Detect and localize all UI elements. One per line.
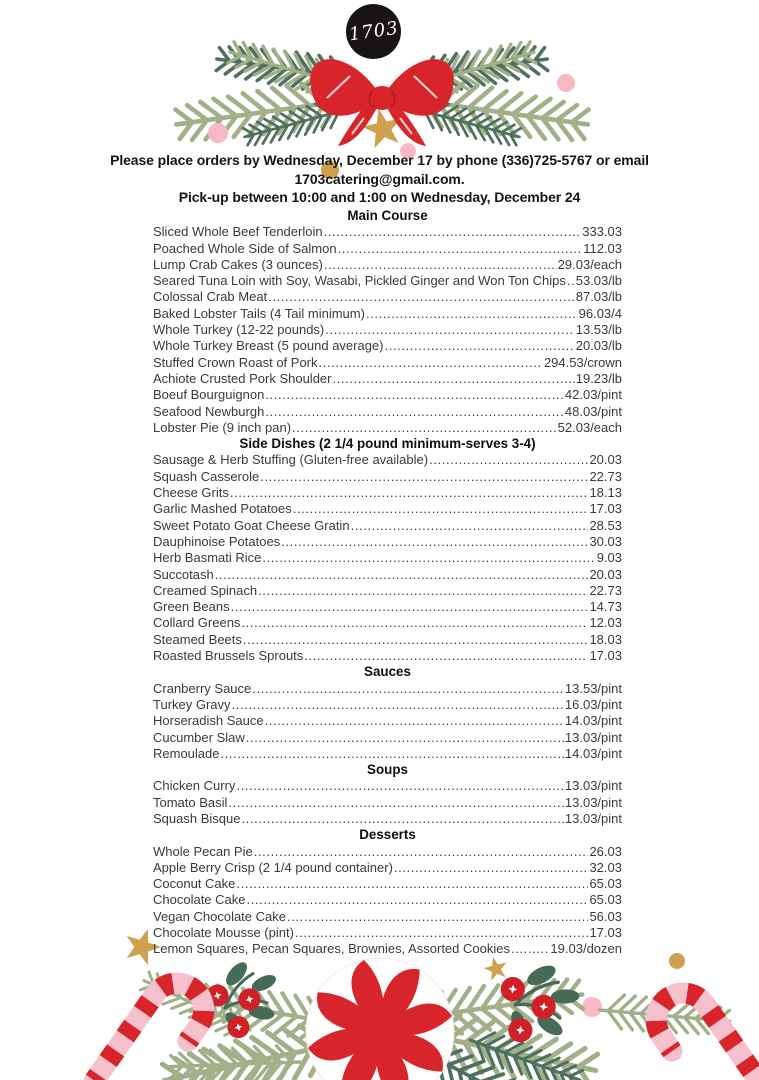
item-price: 32.03 (589, 859, 622, 875)
item-price: 20.03 (589, 452, 622, 468)
menu-item-row (153, 404, 622, 420)
dotted-leader (394, 860, 589, 876)
dotted-leader (295, 925, 589, 941)
item-price: 22.73 (589, 582, 622, 598)
dotted-leader (281, 534, 588, 550)
dotted-leader (258, 583, 588, 599)
dotted-leader (230, 485, 589, 501)
dotted-leader (324, 224, 582, 240)
item-price: 13.03/pint (564, 729, 622, 745)
item-price: 29.03/each (557, 256, 622, 272)
pink-dot (208, 123, 228, 143)
item-name: Poached Whole Side of Salmon (153, 240, 337, 256)
item-price: 14.73 (589, 599, 622, 615)
menu-item-row (153, 387, 622, 403)
item-name: Cranberry Sauce (153, 680, 252, 696)
section-heading: Desserts (359, 827, 416, 843)
dotted-leader (262, 550, 595, 566)
dotted-leader (366, 306, 578, 322)
menu-item-row (153, 224, 622, 240)
item-name: Chocolate Mousse (pint) (153, 925, 294, 941)
dotted-leader (241, 811, 563, 827)
menu-item-row (153, 355, 622, 371)
menu-item-row (153, 811, 622, 827)
gold-star-icon (482, 954, 510, 981)
item-name: Lobster Pie (9 inch pan) (153, 419, 292, 435)
item-price: 13.03/pint (564, 810, 622, 826)
item-price: 53.03/lb (575, 273, 622, 289)
dotted-leader (228, 795, 563, 811)
menu-item-row (153, 306, 622, 322)
menu-item-row (153, 713, 622, 729)
item-price: 17.03 (589, 648, 622, 664)
menu-item-row (153, 860, 622, 876)
dotted-leader (247, 892, 589, 908)
order-line-1: Please place orders by Wednesday, December 17 by phone (336)725-5767 or email (110, 152, 649, 168)
dotted-leader (287, 909, 588, 925)
section-heading: Soups (367, 762, 408, 778)
section-heading: Main Course (347, 208, 428, 223)
item-price: 19.23/lb (575, 370, 622, 386)
pink-dot (582, 997, 602, 1017)
item-name: Colossal Crab Meat (153, 289, 268, 305)
dotted-leader (215, 567, 589, 583)
item-name: Vegan Chocolate Cake (153, 908, 286, 924)
menu-item-row (153, 273, 622, 289)
item-name: Chicken Curry (153, 778, 236, 794)
dotted-leader (254, 844, 589, 860)
dotted-leader (241, 615, 588, 631)
section-heading: Side Dishes (2 1/4 pound minimum-serves 3-4) (239, 436, 536, 452)
menu-item-row (153, 925, 622, 941)
menu-item-row (153, 289, 622, 305)
menu-item-row (153, 632, 622, 648)
item-name: Apple Berry Crisp (2 1/4 pound container) (153, 859, 393, 875)
menu-item-row (153, 941, 622, 957)
dotted-leader (332, 371, 574, 387)
dotted-leader (338, 241, 583, 257)
item-name: Squash Bisque (153, 810, 241, 826)
item-name: Lump Crab Cakes (3 ounces) (153, 256, 323, 272)
dotted-leader (265, 387, 564, 403)
item-name: Seared Tuna Loin with Soy, Wasabi, Pickled Ginger and Won Ton Chips (153, 273, 566, 289)
menu-item-row (153, 257, 622, 273)
item-price: 65.03 (589, 892, 622, 908)
item-price: 13.03/pint (564, 794, 622, 810)
menu-item-row (153, 648, 622, 664)
menu-item-row (153, 469, 622, 485)
item-price: 13.53/lb (575, 322, 622, 338)
menu-item-row (153, 534, 622, 550)
item-price: 30.03 (589, 533, 622, 549)
dotted-leader (268, 289, 575, 305)
menu-item-row (153, 599, 622, 615)
item-price: 48.03/pint (564, 403, 622, 419)
item-name: Sausage & Herb Stuffing (Gluten-free available) (153, 452, 429, 468)
item-name: Sliced Whole Beef Tenderloin (153, 224, 323, 240)
item-price: 14.03/pint (564, 745, 622, 761)
item-price: 42.03/pint (564, 387, 622, 403)
order-instructions (0, 151, 759, 207)
item-name: Succotash (153, 566, 214, 582)
dotted-leader (292, 420, 557, 436)
item-price: 17.03 (589, 925, 622, 941)
item-name: Herb Basmati Rice (153, 550, 262, 566)
menu-item-row (153, 730, 622, 746)
item-price: 9.03 (596, 550, 622, 566)
dotted-leader (236, 876, 588, 892)
item-price: 65.03 (589, 876, 622, 892)
candy-cane-icon (94, 973, 214, 1080)
item-name: Green Beans (153, 599, 230, 615)
item-name: Collard Greens (153, 615, 241, 631)
item-price: 18.13 (589, 485, 622, 501)
item-name: Tomato Basil (153, 794, 228, 810)
item-price: 14.03/pint (564, 713, 622, 729)
dotted-leader (236, 778, 564, 794)
menu-item-row (153, 746, 622, 762)
menu-item-row (153, 876, 622, 892)
dotted-leader (567, 273, 575, 289)
logo-1703 (346, 4, 401, 59)
dotted-leader (260, 469, 588, 485)
dotted-leader (232, 697, 564, 713)
dotted-leader (231, 599, 589, 615)
item-price: 17.03 (589, 501, 622, 517)
dotted-leader (304, 648, 588, 664)
item-name: Coconut Cake (153, 876, 236, 892)
item-price: 52.03/each (557, 419, 622, 435)
item-price: 18.03 (589, 631, 622, 647)
menu-item-row (153, 338, 622, 354)
menu-item-row (153, 909, 622, 925)
dotted-leader (246, 730, 564, 746)
item-name: Chocolate Cake (153, 892, 246, 908)
item-name: Whole Turkey Breast (5 pound average) (153, 338, 384, 354)
dotted-leader (319, 355, 543, 371)
item-name: Stuffed Crown Roast of Pork (153, 354, 318, 370)
item-name: Cucumber Slaw (153, 729, 245, 745)
menu-item-row (153, 615, 622, 631)
menu-item-row (153, 550, 622, 566)
section-heading: Sauces (364, 664, 411, 680)
item-price: 19.03/dozen (550, 941, 622, 957)
item-price: 20.03 (589, 566, 622, 582)
item-name: Creamed Spinach (153, 582, 258, 598)
item-name: Roasted Brussels Sprouts (153, 648, 304, 664)
menu-item-row (153, 697, 622, 713)
pickup-line: Pick-up between 10:00 and 1:00 on Wednesday, December 24 (178, 189, 581, 205)
item-name: Cheese Grits (153, 485, 229, 501)
menu-item-row (153, 795, 622, 811)
item-price: 26.03 (589, 843, 622, 859)
dotted-leader (252, 681, 564, 697)
dotted-leader (243, 632, 589, 648)
item-name: Seafood Newburgh (153, 403, 265, 419)
menu-item-row (153, 485, 622, 501)
dotted-leader (293, 501, 589, 517)
item-name: Whole Pecan Pie (153, 843, 253, 859)
item-price: 333.03 (582, 224, 622, 240)
dotted-leader (325, 322, 574, 338)
candy-cane-icon (646, 983, 759, 1080)
item-name: Horseradish Sauce (153, 713, 264, 729)
menu-item-row (153, 371, 622, 387)
pink-dot (557, 74, 575, 92)
menu-item-row (153, 778, 622, 794)
order-line-2: 1703catering@gmail.com. (294, 170, 465, 187)
item-name: Boeuf Bourguignon (153, 387, 265, 403)
item-name: Sweet Potato Goat Cheese Gratin (153, 517, 350, 533)
menu-item-row (153, 844, 622, 860)
item-price: 294.53/crown (543, 354, 622, 370)
item-name: Turkey Gravy (153, 696, 231, 712)
menu-item-row (153, 567, 622, 583)
item-name: Whole Turkey (12-22 pounds) (153, 322, 325, 338)
item-name: Lemon Squares, Pecan Squares, Brownies, Assorted Cookies (153, 941, 510, 957)
dotted-leader (385, 338, 575, 354)
item-price: 87.03/lb (575, 289, 622, 305)
item-name: Squash Casserole (153, 468, 260, 484)
menu-item-row (153, 452, 622, 468)
item-name: Garlic Mashed Potatoes (153, 501, 292, 517)
dotted-leader (429, 452, 588, 468)
logo-text: 1703 (347, 17, 400, 46)
item-price: 20.03/lb (575, 338, 622, 354)
menu-item-row (153, 241, 622, 257)
menu-item-row (153, 501, 622, 517)
item-price: 13.03/pint (564, 778, 622, 794)
item-price: 56.03 (589, 908, 622, 924)
dotted-leader (511, 941, 549, 957)
item-price: 13.53/pint (564, 680, 622, 696)
holly-berries-icon (199, 951, 289, 1044)
item-name: Steamed Beets (153, 631, 242, 647)
dotted-leader (265, 713, 564, 729)
item-price: 12.03 (589, 615, 622, 631)
menu-item-row (153, 420, 622, 436)
dotted-leader (351, 518, 589, 534)
menu-item-row (153, 583, 622, 599)
item-name: Dauphinoise Potatoes (153, 533, 281, 549)
menu (153, 208, 622, 958)
menu-item-row (153, 681, 622, 697)
item-price: 22.73 (589, 468, 622, 484)
item-price: 96.03/4 (578, 305, 622, 321)
item-price: 28.53 (589, 517, 622, 533)
item-name: Achiote Crusted Pork Shoulder (153, 370, 332, 386)
dotted-leader (221, 746, 564, 762)
peppermint-candy-icon (306, 958, 454, 1080)
menu-item-row (153, 322, 622, 338)
item-name: Remoulade (153, 745, 220, 761)
item-name: Baked Lobster Tails (4 Tail minimum) (153, 305, 365, 321)
item-price: 112.03 (583, 240, 622, 256)
item-price: 16.03/pint (564, 696, 622, 712)
dotted-leader (265, 404, 564, 420)
menu-item-row (153, 518, 622, 534)
gold-dot (669, 953, 685, 969)
dotted-leader (324, 257, 557, 273)
menu-item-row (153, 892, 622, 908)
